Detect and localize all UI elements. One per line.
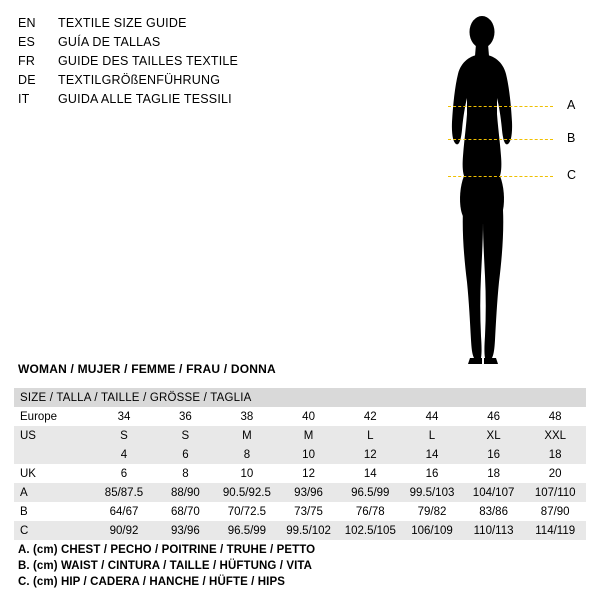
language-code: FR	[18, 54, 36, 68]
cell: 93/96	[278, 483, 340, 502]
table-row	[14, 407, 586, 426]
cell: 48	[524, 407, 586, 426]
measure-label-a: A	[567, 98, 576, 112]
cell: 90/92	[93, 521, 155, 540]
cell: 44	[401, 407, 463, 426]
measure-line-a	[448, 106, 553, 107]
measure-label-c: C	[567, 168, 577, 182]
cell: 16	[401, 464, 463, 483]
measurement-notes	[18, 542, 315, 590]
language-code: EN	[18, 16, 36, 30]
row-label: Europe	[14, 407, 93, 426]
cell: 12	[278, 464, 340, 483]
language-title: GUÍA DE TALLAS	[58, 35, 161, 49]
cell: 8	[216, 445, 278, 464]
measure-line-c	[448, 176, 553, 177]
row-label: A	[14, 483, 93, 502]
cell: 18	[524, 445, 586, 464]
cell: 40	[278, 407, 340, 426]
row-label: US	[14, 426, 93, 445]
language-row	[18, 73, 348, 90]
cell: 102.5/105	[339, 521, 401, 540]
row-label: C	[14, 521, 93, 540]
note-hip: C. (cm) HIP / CADERA / HANCHE / HÜFTE / HIPS	[18, 576, 286, 588]
table-row	[14, 502, 586, 521]
cell: 68/70	[155, 502, 216, 521]
cell: 99.5/103	[401, 483, 463, 502]
cell: S	[93, 426, 155, 445]
language-code: DE	[18, 73, 36, 87]
table-row	[14, 483, 586, 502]
cell: 107/110	[524, 483, 586, 502]
cell: 10	[216, 464, 278, 483]
language-code: IT	[18, 92, 30, 106]
cell: XXL	[524, 426, 586, 445]
cell: 85/87.5	[93, 483, 155, 502]
cell: 8	[155, 464, 216, 483]
cell: 88/90	[155, 483, 216, 502]
language-title: GUIDA ALLE TAGLIE TESSILI	[58, 92, 232, 106]
note-waist: B. (cm) WAIST / CINTURA / TAILLE / HÜFTUNG / VITA	[18, 560, 313, 572]
cell: 6	[155, 445, 216, 464]
cell: 18	[463, 464, 525, 483]
language-title: TEXTILGRÖßENFÜHRUNG	[58, 73, 221, 87]
cell: 76/78	[339, 502, 401, 521]
cell: 6	[93, 464, 155, 483]
cell: 64/67	[93, 502, 155, 521]
row-label	[14, 445, 93, 464]
cell: S	[155, 426, 216, 445]
language-row	[18, 16, 348, 33]
language-header-block	[18, 16, 348, 111]
gender-caption: WOMAN / MUJER / FEMME / FRAU / DONNA	[18, 362, 276, 376]
cell: M	[216, 426, 278, 445]
cell: 79/82	[401, 502, 463, 521]
language-title: GUIDE DES TAILLES TEXTILE	[58, 54, 239, 68]
cell: 16	[463, 445, 525, 464]
cell: 42	[339, 407, 401, 426]
language-row	[18, 92, 348, 109]
cell: XL	[463, 426, 525, 445]
cell: 38	[216, 407, 278, 426]
cell: 90.5/92.5	[216, 483, 278, 502]
note-chest: A. (cm) CHEST / PECHO / POITRINE / TRUHE / PETTO	[18, 544, 316, 556]
cell: 34	[93, 407, 155, 426]
table-row	[14, 426, 586, 445]
cell: M	[278, 426, 340, 445]
table-row	[14, 464, 586, 483]
cell: 83/86	[463, 502, 525, 521]
cell: 93/96	[155, 521, 216, 540]
cell: 114/119	[524, 521, 586, 540]
cell: 106/109	[401, 521, 463, 540]
table-row	[14, 445, 586, 464]
cell: 4	[93, 445, 155, 464]
language-row	[18, 35, 348, 52]
cell: 20	[524, 464, 586, 483]
language-title: TEXTILE SIZE GUIDE	[58, 16, 187, 30]
language-code: ES	[18, 35, 36, 49]
table-header-row	[14, 388, 586, 407]
woman-body-silhouette-icon	[430, 10, 595, 370]
cell: 70/72.5	[216, 502, 278, 521]
cell: 104/107	[463, 483, 525, 502]
cell: 12	[339, 445, 401, 464]
female-silhouette-figure	[430, 10, 595, 370]
cell: 14	[339, 464, 401, 483]
cell: 36	[155, 407, 216, 426]
table-row	[14, 521, 586, 540]
cell: L	[339, 426, 401, 445]
cell: 46	[463, 407, 525, 426]
cell: 96.5/99	[339, 483, 401, 502]
cell: 73/75	[278, 502, 340, 521]
cell: 87/90	[524, 502, 586, 521]
row-label: B	[14, 502, 93, 521]
cell: 110/113	[463, 521, 525, 540]
measure-label-b: B	[567, 131, 576, 145]
cell: 99.5/102	[278, 521, 340, 540]
cell: 96.5/99	[216, 521, 278, 540]
measure-line-b	[448, 139, 553, 140]
cell: L	[401, 426, 463, 445]
table-header-label: SIZE / TALLA / TAILLE / GRÖSSE / TAGLIA	[14, 388, 586, 407]
size-table	[14, 388, 586, 540]
cell: 10	[278, 445, 340, 464]
row-label: UK	[14, 464, 93, 483]
cell: 14	[401, 445, 463, 464]
language-row	[18, 54, 348, 71]
